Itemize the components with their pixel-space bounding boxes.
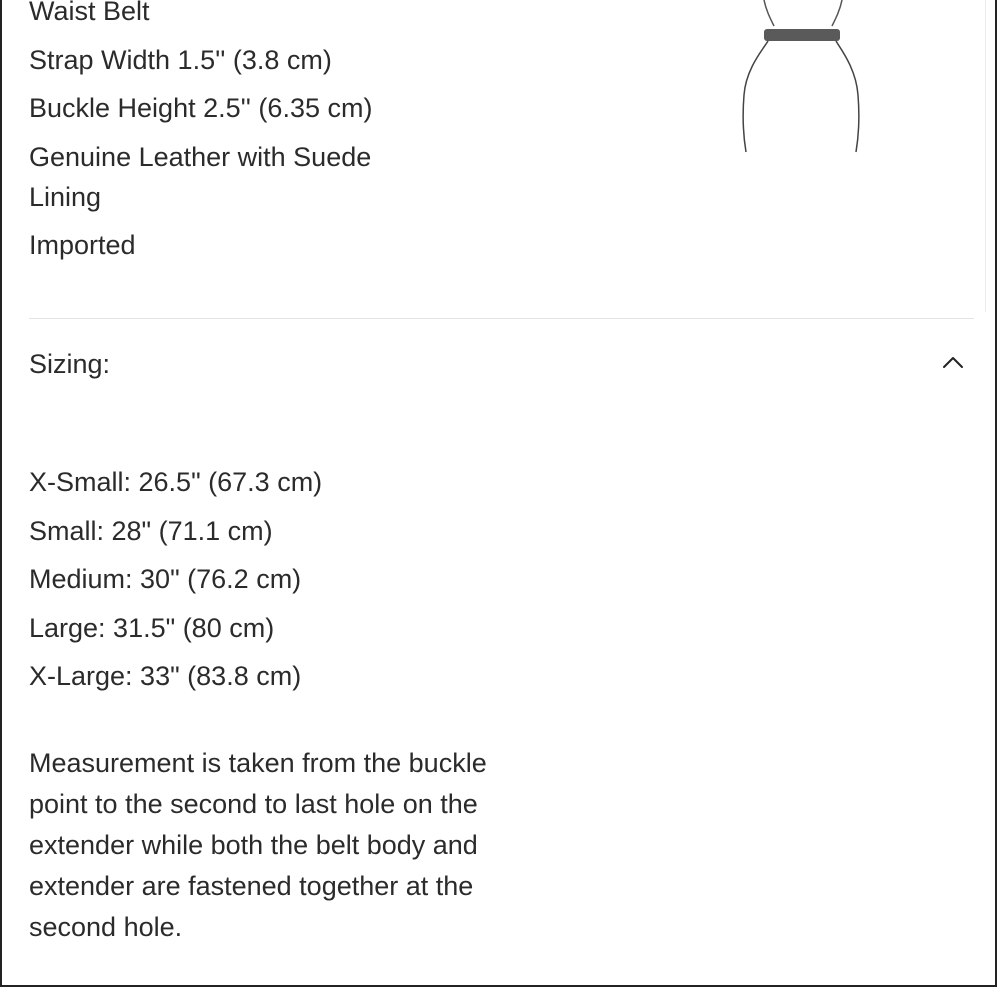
detail-line-origin: Imported (29, 230, 136, 260)
sizing-title: Sizing: (29, 349, 111, 379)
chevron-up-icon[interactable] (940, 350, 966, 376)
size-row-x-small: X-Small: 26.5" (67.3 cm) (29, 467, 323, 497)
size-row-x-large: X-Large: 33" (83.8 cm) (29, 661, 302, 691)
size-row-large: Large: 31.5" (80 cm) (29, 612, 275, 643)
size-row-medium: Medium: 30" (76.2 cm) (29, 564, 302, 594)
detail-line-material: Genuine Leather with Suede Lining (29, 141, 372, 212)
product-details-list (29, 0, 459, 274)
image-panel-edge (985, 0, 986, 312)
product-image (730, 0, 880, 160)
belted-dress-silhouette-icon (730, 0, 880, 160)
size-row-small: Small: 28" (71.1 cm) (29, 515, 273, 546)
sizing-list (29, 461, 629, 704)
sizing-section-header[interactable] (29, 342, 974, 386)
detail-line-strap-width: Strap Width 1.5'' (3.8 cm) (29, 44, 332, 75)
measurement-note: Measurement is taken from the buckle point to the second to last hole on the extender while both the belt body and extender are fastened together at the second hole. (29, 748, 487, 942)
detail-line-buckle-height: Buckle Height 2.5'' (6.35 cm) (29, 93, 373, 123)
section-divider (29, 318, 974, 319)
detail-line-name: Waist Belt (29, 0, 150, 26)
